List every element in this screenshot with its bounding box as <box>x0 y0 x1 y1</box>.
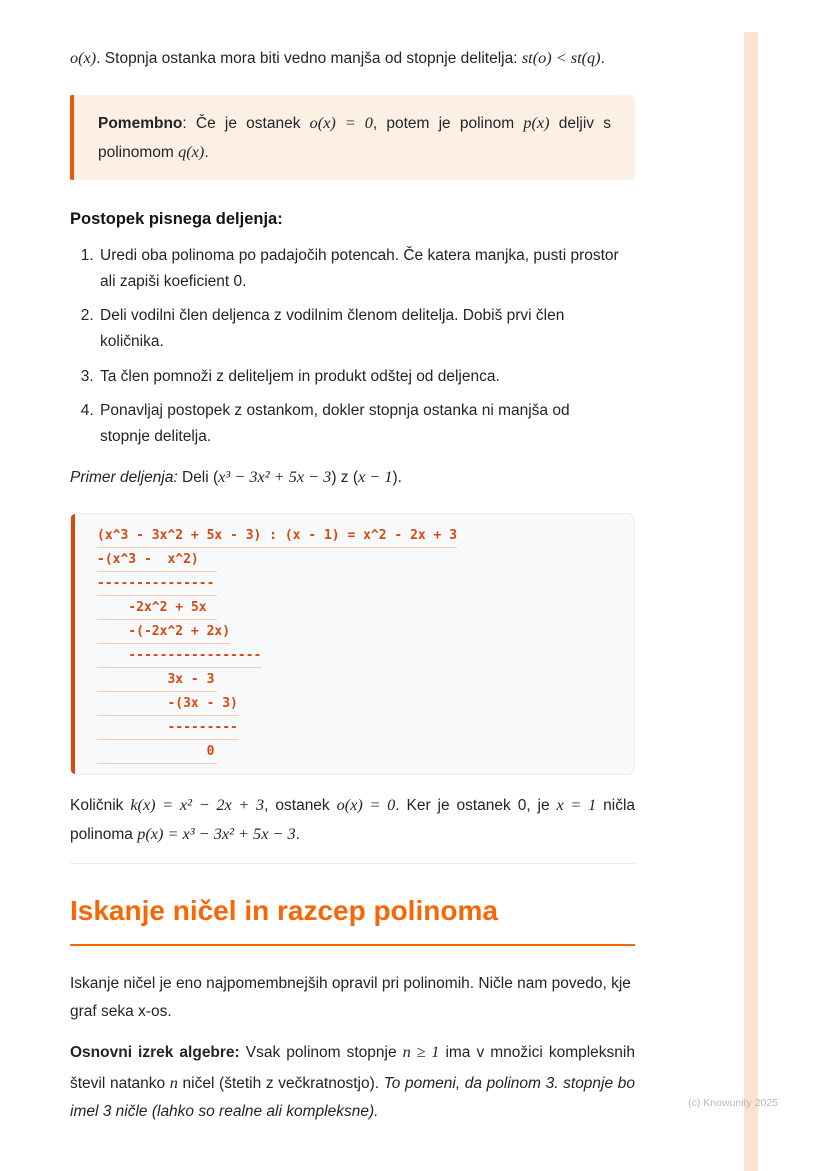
text-segment: . <box>295 825 300 843</box>
callout-label: Pomembno <box>98 115 183 133</box>
text-segment: . Ker je ostanek 0, je <box>395 796 557 814</box>
procedure-step: 3. Ta člen pomnoži z deliteljem in produkt odštej od deljenca. <box>98 364 620 390</box>
math-expression: k(x) = x² − 2x + 3 <box>130 795 265 814</box>
math-expression: x = 1 <box>556 795 597 814</box>
text-segment: . Stopnja ostanka mora biti vedno manjša od stopnje delitelja: <box>96 50 522 67</box>
math-expression: q(x) <box>178 142 205 161</box>
code-line: (x^3 - 3x^2 + 5x - 3) : (x - 1) = x^2 - 2x + 3 <box>97 524 457 548</box>
math-expression: p(x) <box>523 114 550 133</box>
math-expression: n <box>169 1073 178 1092</box>
procedure-step: 2. Deli vodilni člen deljenca z vodilnim členom delitelja. Dobiš prvi člen količnika. <box>98 303 620 354</box>
text-segment: Količnik <box>70 796 131 814</box>
procedure-step: 1. Uredi oba polinoma po padajočih potencah. Če katera manjka, pusti prostor ali zapiši koeficient 0. <box>98 243 620 294</box>
text-segment: : Če je ostanek <box>182 115 310 133</box>
theorem-label: Osnovni izrek algebre: <box>70 1044 240 1062</box>
text-segment: Vsak polinom stopnje <box>239 1044 403 1062</box>
code-line: -(x^3 - x^2) <box>97 548 217 572</box>
text-segment: . <box>204 143 209 161</box>
callout-paragraph <box>98 109 611 166</box>
text-segment: ). <box>392 469 402 487</box>
text-segment: , ostanek <box>264 796 337 814</box>
text-segment: ) z ( <box>331 469 358 487</box>
math-expression: x³ − 3x² + 5x − 3 <box>218 468 332 487</box>
content-area <box>70 0 635 1127</box>
text-segment: , potem je polinom <box>372 115 524 133</box>
section-heading: Iskanje ničel in razcep polinoma <box>70 894 635 946</box>
important-callout <box>70 95 635 180</box>
division-code-block <box>70 513 635 775</box>
math-expression: o(x) = 0 <box>336 795 396 814</box>
math-expression: n ≥ 1 <box>402 1043 440 1062</box>
text-segment: . <box>600 50 605 67</box>
math-expression: o(x) = 0 <box>309 114 373 133</box>
text-segment: deljiv s polinomom <box>98 115 611 161</box>
footer-credit: (c) Knowunity 2025 <box>688 1097 778 1109</box>
example-paragraph <box>70 463 635 492</box>
text-segment: ničla polinoma <box>70 796 636 843</box>
section-intro-paragraph: Iskanje ničel je eno najpomembnejših opravil pri polinomih. Ničle nam povedo, kje graf seka x-os. <box>70 974 631 1021</box>
math-expression: o(x) <box>70 49 97 67</box>
code-line: 3x - 3 <box>97 668 217 692</box>
code-line: -(-2x^2 + 2x) <box>97 620 230 644</box>
procedure-heading: Postopek pisnega deljenja: <box>70 210 283 229</box>
math-expression: p(x) = x³ − 3x² + 5x − 3 <box>137 824 296 843</box>
theorem-paragraph <box>70 1037 635 1127</box>
code-line: -(3x - 3) <box>97 692 238 716</box>
code-line: --------------- <box>97 572 217 596</box>
intro-paragraph <box>70 44 635 73</box>
code-line: --------- <box>97 716 238 740</box>
code-line: -2x^2 + 5x <box>97 596 217 620</box>
theorem-italic-note: To pomeni, da polinom 3. stopnje bo imel 3 ničle (lahko so realne ali kompleksne). <box>70 1074 635 1121</box>
result-paragraph <box>70 791 635 850</box>
section-divider <box>70 863 635 864</box>
code-accent-bar <box>71 514 75 774</box>
example-label: Primer deljenja: <box>70 469 178 487</box>
text-segment: Deli ( <box>177 469 219 487</box>
text-segment: ničel (štetih z večkratnostjo). <box>177 1074 384 1092</box>
procedure-list <box>70 243 635 449</box>
text-segment: ima v množici kompleksnih števil natanko <box>70 1044 635 1092</box>
page-edge-stripe <box>744 32 758 1171</box>
math-expression: st(o) < st(q) <box>521 49 601 67</box>
procedure-step: 4. Ponavljaj postopek z ostankom, dokler stopnja ostanka ni manjša od stopnje delitelja. <box>98 398 620 449</box>
code-line: ----------------- <box>97 644 261 668</box>
code-line: 0 <box>97 740 217 764</box>
math-expression: x − 1 <box>358 468 393 487</box>
